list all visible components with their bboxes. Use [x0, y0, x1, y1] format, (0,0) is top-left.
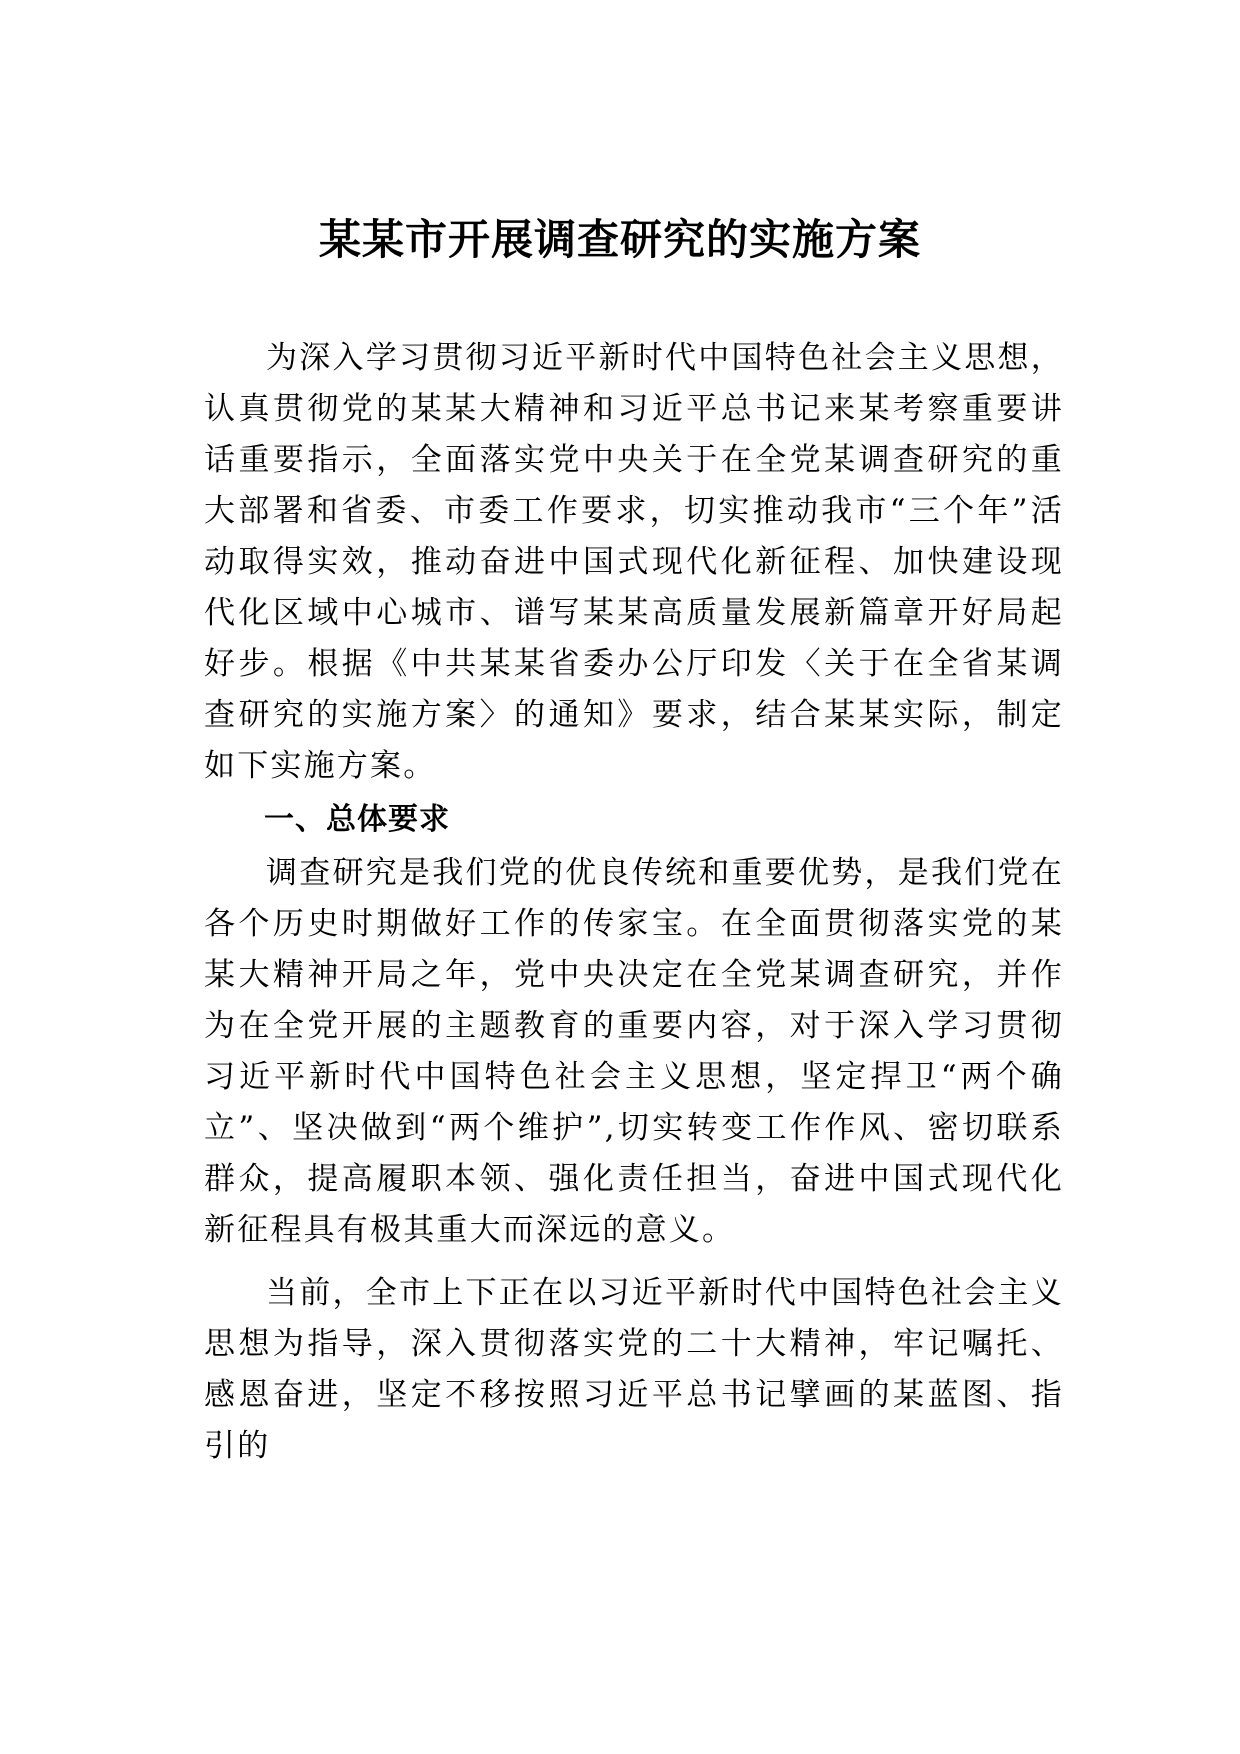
section-heading-general-requirements: 一、总体要求	[264, 802, 450, 837]
document-title: 某某市开展调查研究的实施方案	[318, 215, 921, 264]
section-paragraph-1: 调查研究是我们党的优良传统和重要优势，是我们党在各个历史时期做好工作的传家宝。在全面贯彻落实党的某某大精神开局之年，党中央决定在全党某调查研究，并作为在全党开展的主题教育的重要内容，对于深入学习贯彻习近平新时代中国特色社会主义思想，坚定捍卫“两个确立”、坚决做到“两个维护”,切实转变工作作风、密切联系群众，提高履职本领、强化责任担当，奋进中国式现代化新征程具有极其重大而深远的意义。	[204, 855, 1064, 1248]
document-body	[204, 333, 1064, 1472]
section-paragraph-2: 当前，全市上下正在以习近平新时代中国特色社会主义思想为指导，深入贯彻落实党的二十大精神，牢记嘱托、感恩奋进，坚定不移按照习近平总书记擘画的某蓝图、指引的	[204, 1275, 1064, 1464]
intro-paragraph: 为深入学习贯彻习近平新时代中国特色社会主义思想，认真贯彻党的某某大精神和习近平总书记来某考察重要讲话重要指示，全面落实党中央关于在全党某调查研究的重大部署和省委、市委工作要求，切实推动我市“三个年”活动取得实效，推动奋进中国式现代化新征程、加快建设现代化区域中心城市、谱写某某高质量发展新篇章开好局起好步。根据《中共某某省委办公厅印发〈关于在全省某调查研究的实施方案〉的通知》要求，结合某某实际，制定如下实施方案。	[204, 340, 1064, 784]
